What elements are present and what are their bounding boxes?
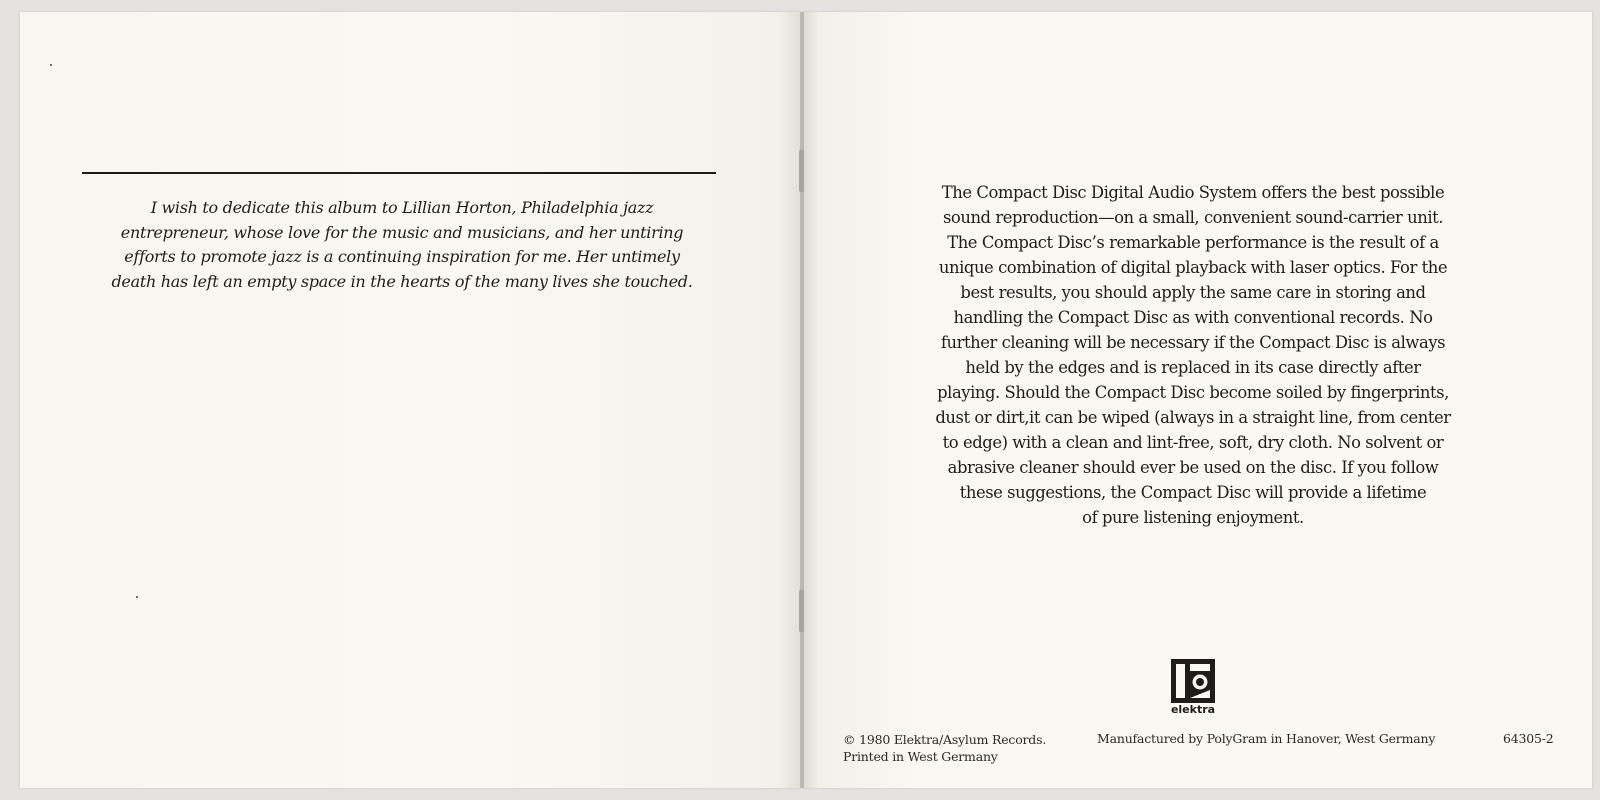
printed-line: Printed in West Germany bbox=[843, 749, 998, 764]
staple-bottom bbox=[799, 590, 804, 632]
dedication-text bbox=[82, 196, 722, 294]
info-line: The Compact Disc’s remarkable performance is the result of a bbox=[947, 233, 1439, 252]
info-line: dust or dirt,it can be wiped (always in a straight line, from center bbox=[935, 408, 1451, 427]
info-line: best results, you should apply the same care in storing and bbox=[960, 283, 1426, 302]
dedication-line: I wish to dedicate this album to Lillian Horton, Philadelphia jazz bbox=[150, 198, 654, 217]
compact-disc-info bbox=[869, 180, 1517, 530]
info-line: further cleaning will be necessary if the Compact Disc is always bbox=[940, 333, 1446, 352]
paper-speck bbox=[136, 596, 138, 598]
dedication-line: death has left an empty space in the hearts of the many lives she touched. bbox=[111, 271, 693, 291]
info-line: sound reproduction—on a small, convenient sound-carrier unit. bbox=[942, 208, 1444, 227]
copyright-notice bbox=[843, 731, 1046, 765]
info-line: handling the Compact Disc as with conventional records. No bbox=[953, 308, 1433, 327]
dedication-line: efforts to promote jazz is a continuing inspiration for me. Her untimely bbox=[124, 247, 680, 266]
info-line: to edge) with a clean and lint-free, soft, dry cloth. No solvent or bbox=[942, 433, 1444, 452]
info-line: abrasive cleaner should ever be used on the disc. If you follow bbox=[947, 458, 1439, 477]
paper-speck bbox=[50, 64, 52, 66]
catalog-number: 64305-2 bbox=[1503, 731, 1554, 746]
elektra-logo-icon bbox=[1168, 657, 1218, 715]
copyright-line: © 1980 Elektra/Asylum Records. bbox=[843, 732, 1047, 747]
info-line: these suggestions, the Compact Disc will provide a lifetime bbox=[959, 483, 1427, 502]
elektra-logo-text: elektra bbox=[1170, 703, 1216, 715]
staple-top bbox=[799, 150, 804, 192]
info-line: of pure listening enjoyment. bbox=[1082, 508, 1304, 527]
left-page bbox=[20, 12, 801, 788]
info-line: held by the edges and is replaced in its case directly after bbox=[965, 358, 1421, 377]
dedication-rule bbox=[82, 172, 716, 174]
info-line: unique combination of digital playback with laser optics. For the bbox=[938, 258, 1448, 277]
info-line: playing. Should the Compact Disc become soiled by fingerprints, bbox=[937, 383, 1449, 402]
dedication-line: entrepreneur, whose love for the music and musicians, and her untiring bbox=[120, 222, 684, 242]
manufacturer-line: Manufactured by PolyGram in Hanover, West Germany bbox=[1097, 731, 1436, 746]
booklet-spine bbox=[800, 12, 804, 788]
info-line: The Compact Disc Digital Audio System offers the best possible bbox=[941, 183, 1445, 202]
